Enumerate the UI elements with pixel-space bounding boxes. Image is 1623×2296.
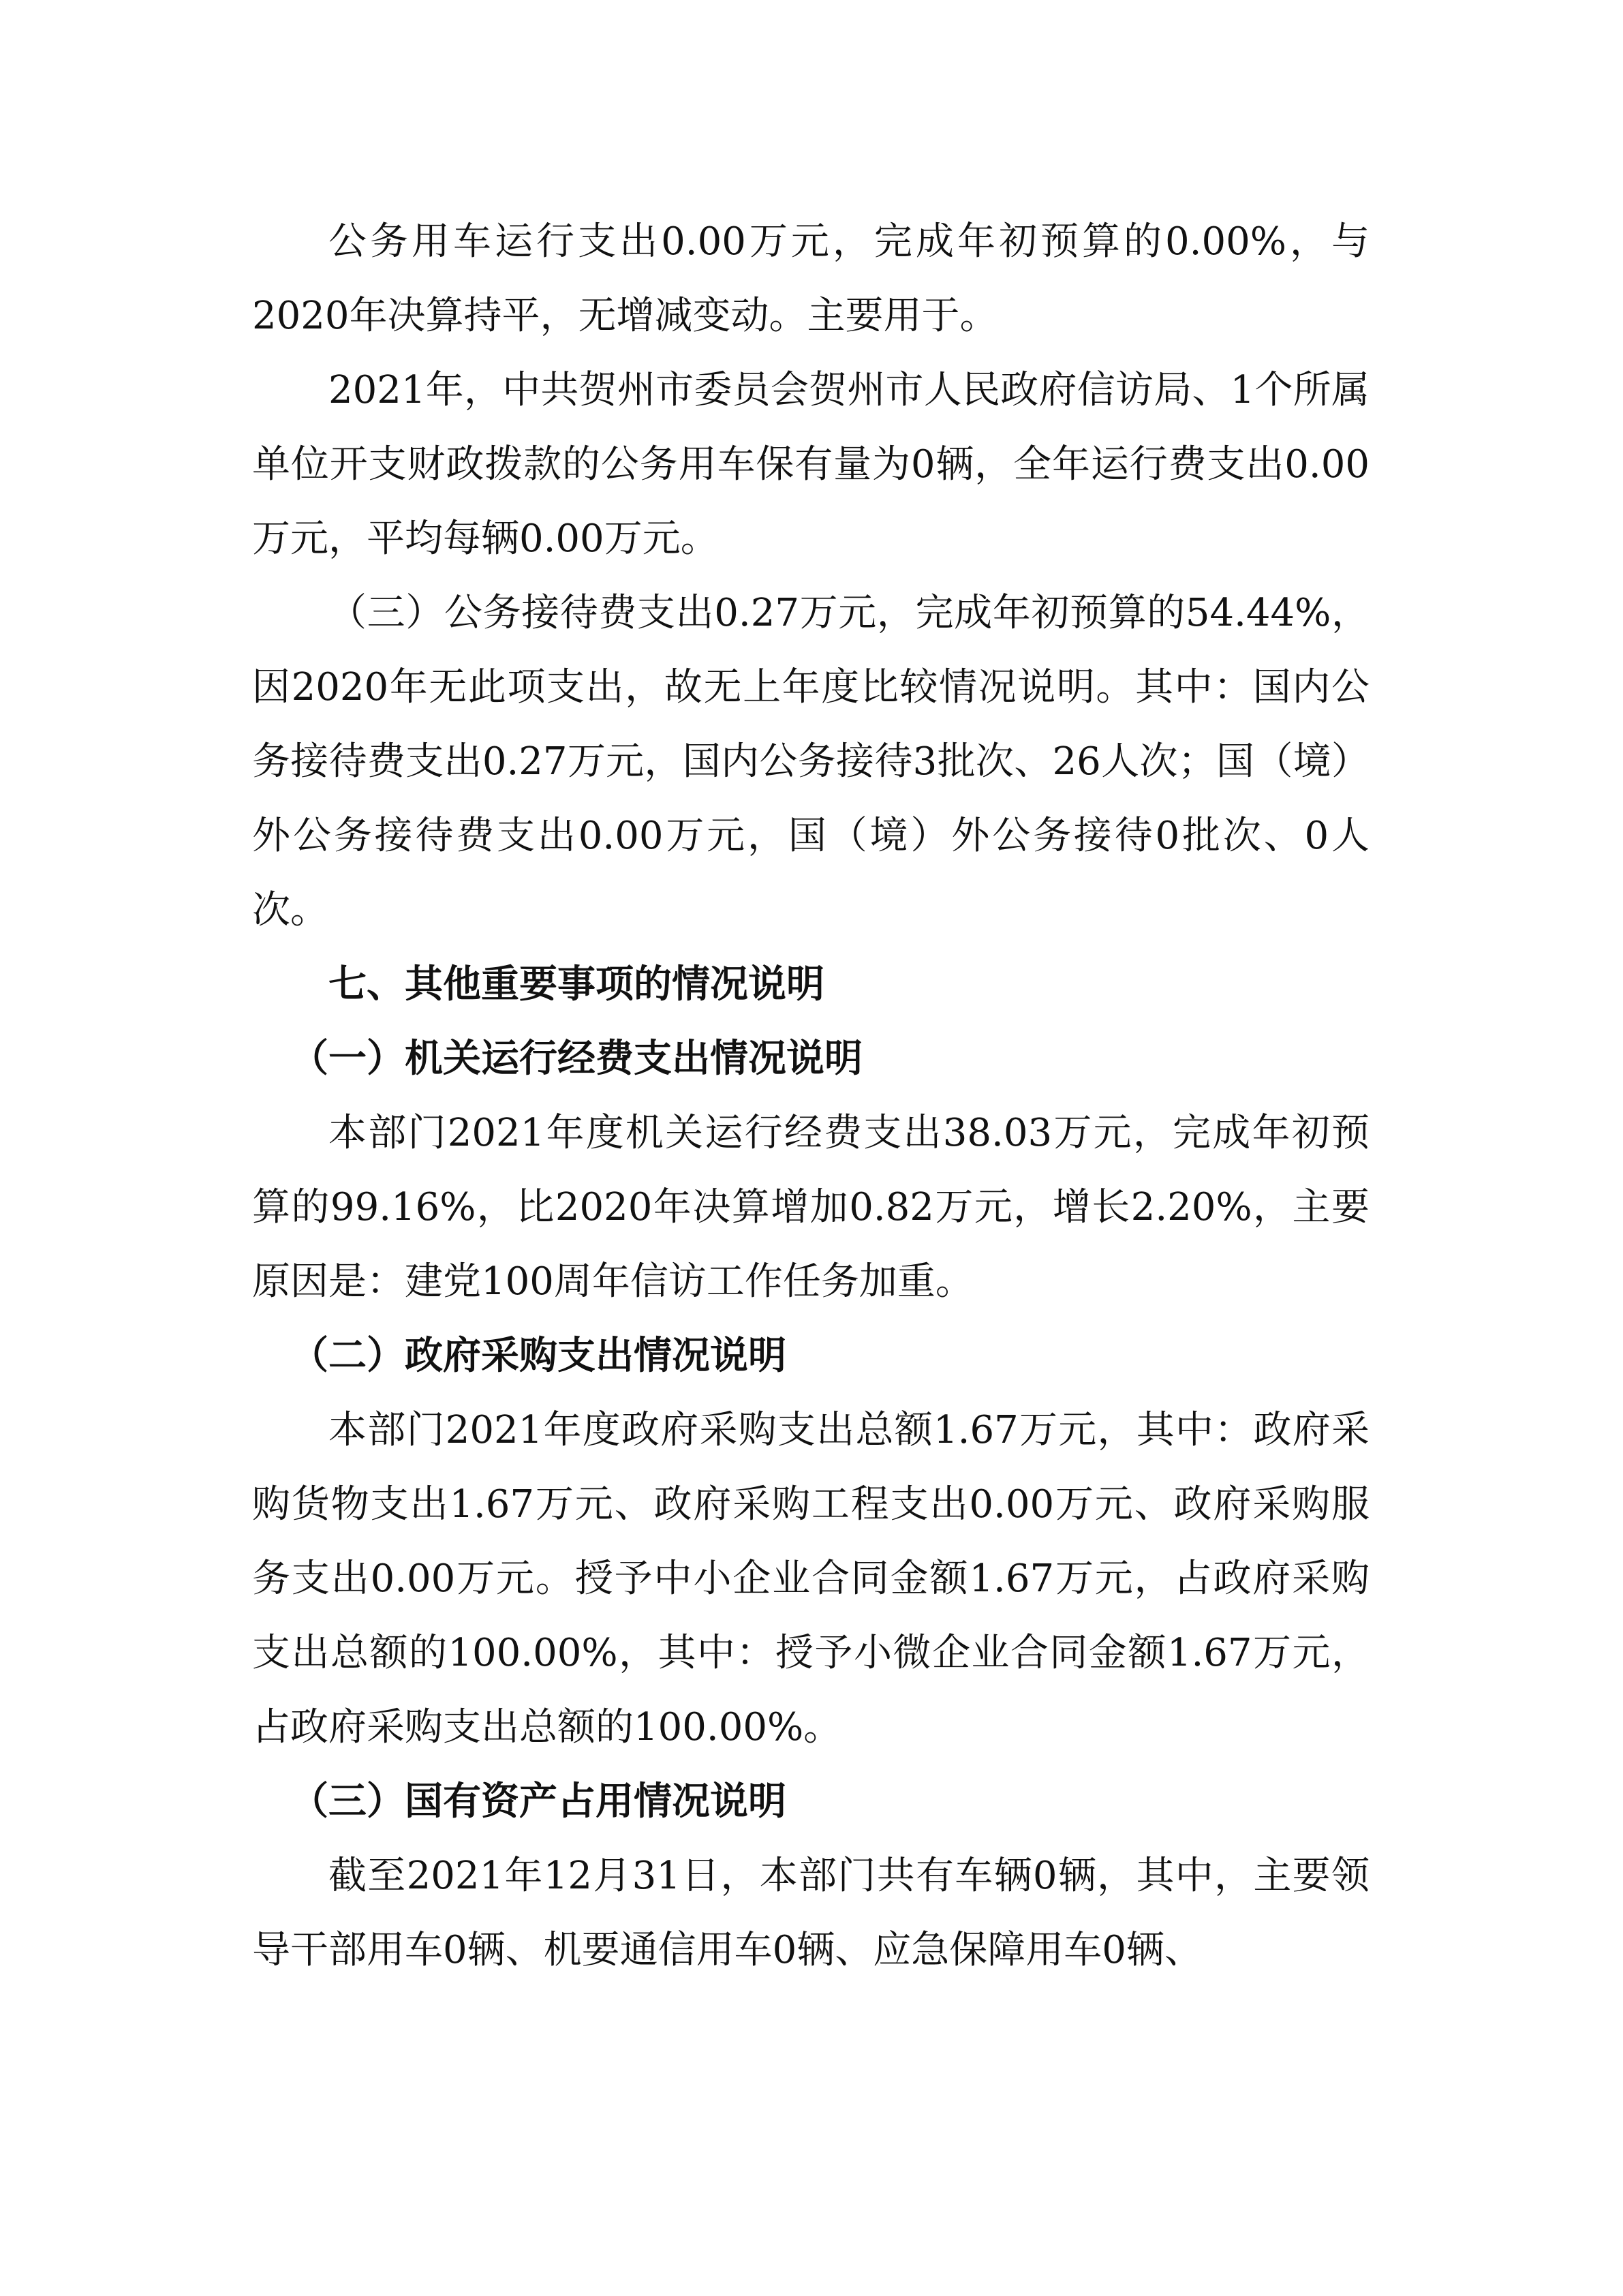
subheading-operating-expenses: （一）机关运行经费支出情况说明 [290,1037,863,1081]
paragraph-state-assets: 截至2021年12月31日，本部门共有车辆0辆，其中，主要领导干部用车0辆、机要通信用车0辆、应急保障用车0辆、 [252,1854,1370,1972]
section-heading-other-matters: 七、其他重要事项的情况说明 [328,962,824,1007]
subheading-state-assets: （三）国有资产占用情况说明 [290,1779,786,1824]
paragraph-reception-expense: （三）公务接待费支出0.27万元，完成年初预算的54.44%，因2020年无此项支出，故无上年度比较情况说明。其中：国内公务接待费支出0.27万元，国内公务接待3批次、26人次；国（境）外公务接待费支出0.00万元，国（境）外公务接待0批次、0人次。 [252,591,1370,932]
paragraph-operating-expenses: 本部门2021年度机关运行经费支出38.03万元，完成年初预算的99.16%，比2020年决算增加0.82万元，增长2.20%，主要原因是：建党100周年信访工作任务加重。 [252,1111,1370,1304]
subheading-procurement: （二）政府采购支出情况说明 [290,1334,786,1378]
paragraph-vehicle-operation: 公务用车运行支出0.00万元，完成年初预算的0.00%，与2020年决算持平，无增减变动。主要用于。 [252,219,1370,338]
paragraph-procurement: 本部门2021年度政府采购支出总额1.67万元，其中：政府采购货物支出1.67万元、政府采购工程支出0.00万元、政府采购服务支出0.00万元。授予中小企业合同金额1.67万元，占政府采购支出总额的100.00%，其中：授予小微企业合同金额1.67万元，占政府采购支出总额的100.00%。 [252,1408,1370,1749]
paragraph-vehicle-holdings: 2021年，中共贺州市委员会贺州市人民政府信访局、1个所属单位开支财政拨款的公务用车保有量为0辆，全年运行费支出0.00万元，平均每辆0.00万元。 [252,368,1370,561]
document-page [252,204,1370,1987]
